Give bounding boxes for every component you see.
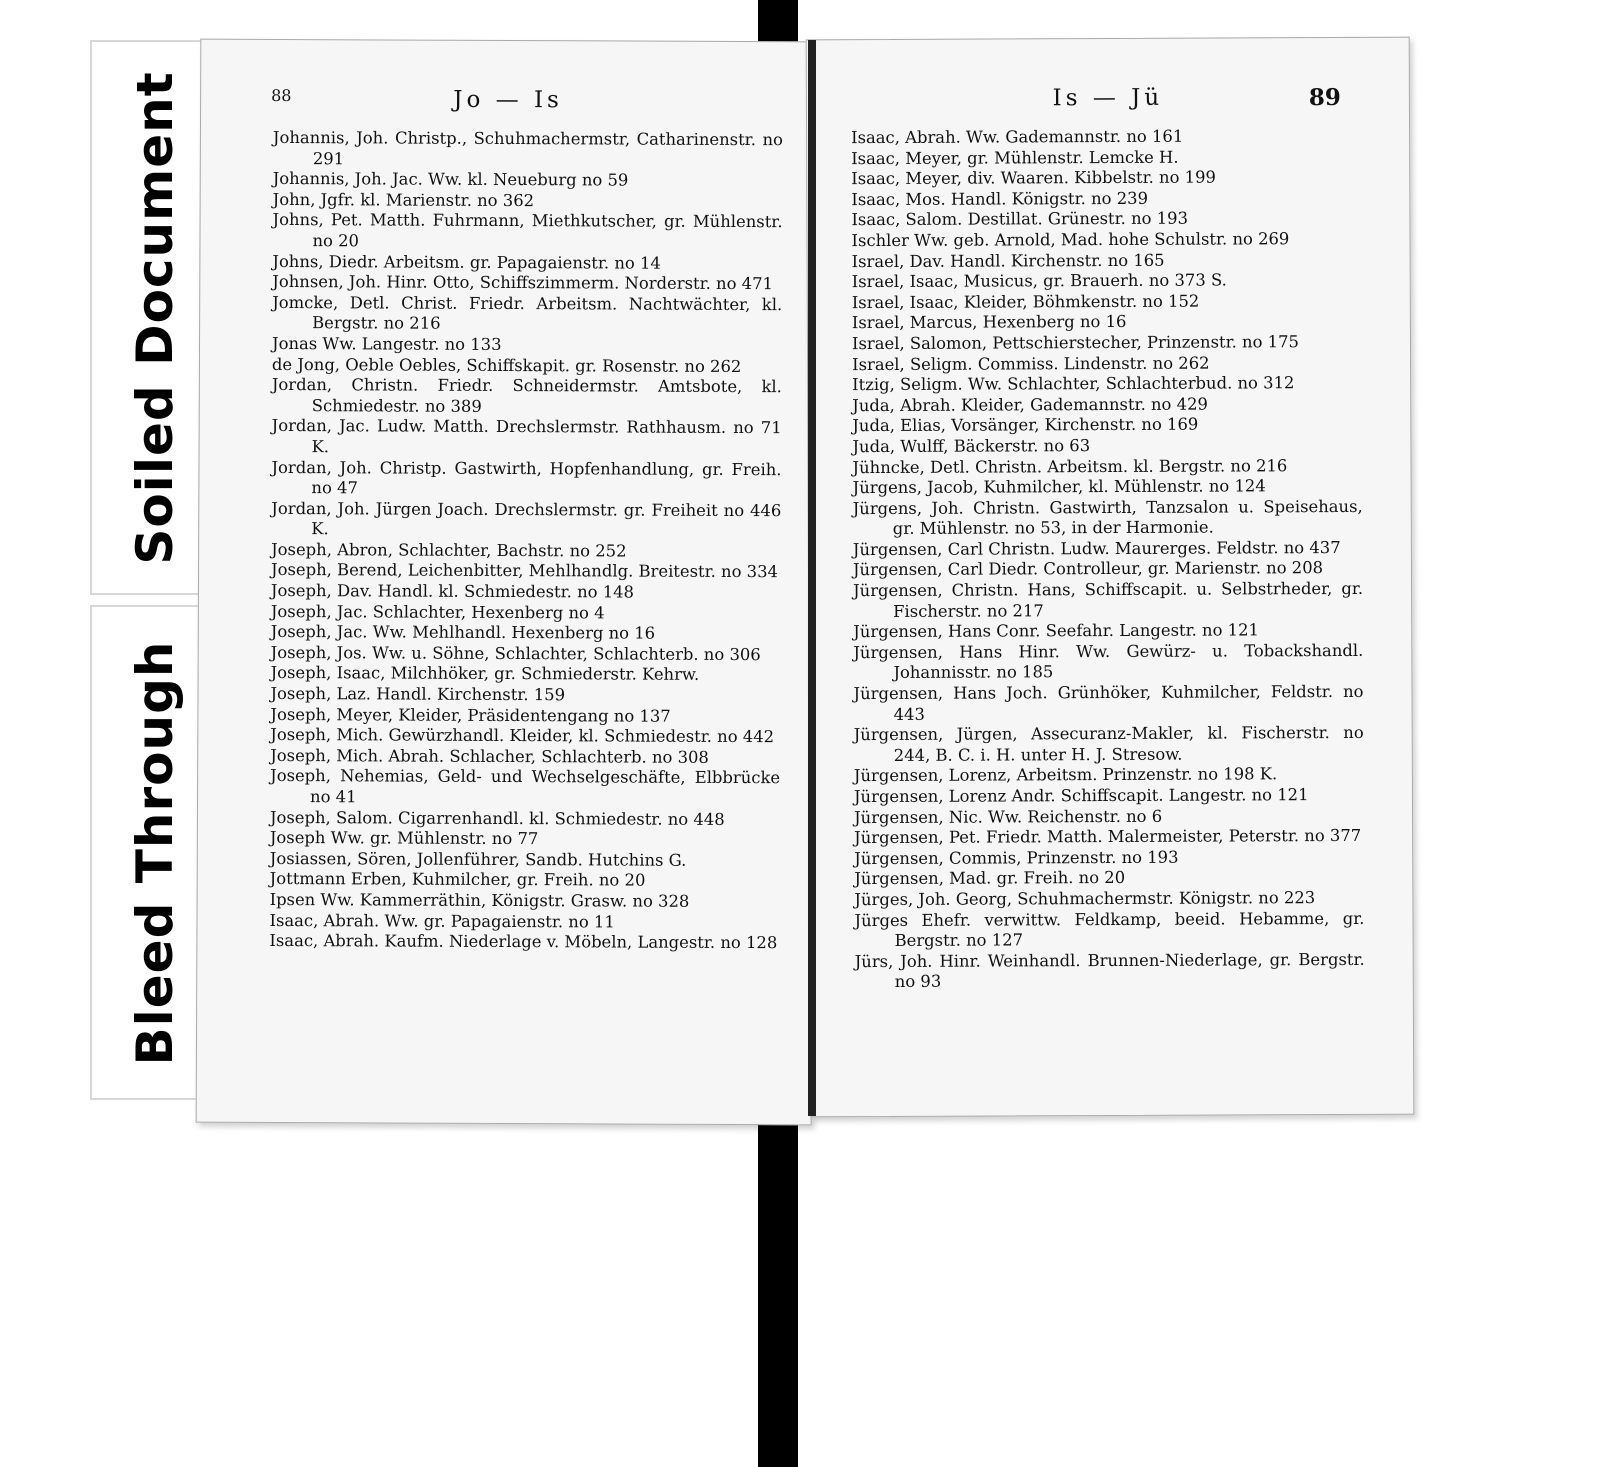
directory-entry: Itzig, Seligm. Ww. Schlachter, Schlachterbud. no 312 [852, 373, 1295, 395]
directory-entry: Jürgensen, Hans Joch. Grünhöker, Kuhmilcher, Feldstr. no 443 [853, 681, 1364, 724]
directory-entry: Jühncke, Detl. Christn. Arbeitsm. kl. Bergstr. no 216 [852, 455, 1288, 477]
directory-entry: Ischler Ww. geb. Arnold, Mad. hohe Schulstr. no 269 [851, 229, 1290, 251]
directory-entry: Joseph, Meyer, Kleider, Präsidentengang no 137 [270, 704, 671, 726]
directory-entry: Jürges Ehefr. verwittw. Feldkamp, beeid. Hebamme, gr. Bergstr. no 127 [854, 908, 1365, 951]
directory-entry: Jordan, Christn. Friedr. Schneidermstr. Amtsbote, kl. Schmiedestr. no 389 [271, 375, 782, 416]
page-gutter [808, 40, 816, 1116]
directory-entry: Joseph, Isaac, Milchhöker, gr. Schmiederstr. Kehrw. [270, 663, 700, 685]
directory-entry: Johannis, Joh. Jac. Ww. kl. Neueburg no 59 [272, 169, 629, 190]
directory-entries [269, 128, 783, 954]
directory-entry: Jürgensen, Hans Conr. Seefahr. Langestr. no 121 [853, 620, 1259, 642]
binding-spine-bottom [758, 1106, 798, 1467]
directory-entry: Isaac, Meyer, gr. Mühlenstr. Lemcke H. [851, 147, 1179, 168]
directory-entry: Johnsen, Joh. Hinr. Otto, Schiffszimmerm. Norderstr. no 471 [272, 272, 774, 294]
directory-entry: John, Jgfr. kl. Marienstr. no 362 [272, 189, 535, 210]
directory-entry: Jürgensen, Commis, Prinzenstr. no 193 [854, 847, 1179, 868]
directory-entry: Jürgensen, Nic. Ww. Reichenstr. no 6 [854, 806, 1163, 827]
directory-entry: Juda, Abrah. Kleider, Gademannstr. no 429 [852, 394, 1208, 415]
page-number: 88 [271, 85, 292, 106]
directory-entry: Joseph, Berend, Leichenbitter, Mehlhandlg. Breitestr. no 334 [271, 560, 779, 582]
directory-entry: Juda, Wulff, Bäckerstr. no 63 [852, 435, 1091, 457]
directory-entry: Jürgensen, Lorenz Andr. Schiffscapit. Langestr. no 121 [853, 785, 1309, 807]
directory-entry: Joseph, Salom. Cigarrenhandl. kl. Schmiedestr. no 448 [269, 807, 725, 829]
directory-entry: Joseph, Nehemias, Geld- und Wechselgeschäfte, Elbbrücke no 41 [270, 766, 781, 807]
directory-entry: Jottmann Erben, Kuhmilcher, gr. Freih. no 20 [269, 869, 646, 890]
directory-entry: Joseph, Jac. Schlachter, Hexenberg no 4 [270, 601, 605, 623]
directory-entry: Josiassen, Sören, Jollenführer, Sandb. Hutchins G. [269, 848, 687, 870]
page-number: 89 [1308, 83, 1341, 112]
directory-entry: Isaac, Abrah. Ww. Gademannstr. no 161 [851, 126, 1184, 148]
directory-entry: Isaac, Mos. Handl. Königstr. no 239 [851, 188, 1149, 209]
directory-entry: Isaac, Salom. Destillat. Grünestr. no 193 [851, 209, 1189, 230]
directory-entry: Jordan, Joh. Jürgen Joach. Drechslermstr. gr. Freiheit no 446 K. [271, 498, 782, 539]
directory-entry: Jürgensen, Lorenz, Arbeitsm. Prinzenstr. no 198 K. [853, 764, 1278, 786]
directory-entry: Ipsen Ww. Kammerräthin, Königstr. Grasw. no 328 [269, 889, 690, 911]
directory-entry: Joseph, Dav. Handl. kl. Schmiedestr. no 148 [270, 581, 635, 602]
directory-entry: Jürgensen, Carl Diedr. Controlleur, gr. Marienstr. no 208 [852, 558, 1324, 580]
directory-entry: Jürgensen, Hans Hinr. Ww. Gewürz- u. Tobackshandl. Johannisstr. no 185 [853, 640, 1364, 683]
directory-entry: Jürgensen, Christn. Hans, Schiffscapit. u. Selbstrheder, gr. Fischerstr. no 217 [853, 578, 1364, 621]
directory-entry: Johns, Diedr. Arbeitsm. gr. Papagaienstr. no 14 [272, 251, 661, 273]
directory-entry: Isaac, Abrah. Ww. gr. Papagaienstr. no 11 [269, 910, 615, 932]
directory-entry: Johannis, Joh. Christp., Schuhmachermstr, Catharinenstr. no 291 [272, 127, 783, 168]
directory-entry: Israel, Salomon, Pettschierstecher, Prinzenstr. no 175 [851, 332, 1299, 354]
directory-entry: Joseph, Laz. Handl. Kirchenstr. 159 [270, 684, 566, 705]
directory-entry: Jomcke, Detl. Christ. Friedr. Arbeitsm. Nachtwächter, kl. Bergstr. no 216 [272, 292, 783, 334]
right-page [806, 37, 1415, 1118]
bleed-through-label: Bleed Through [126, 640, 184, 1065]
directory-entry: Jürs, Joh. Hinr. Weinhandl. Brunnen-Niederlage, gr. Bergstr. no 93 [854, 949, 1365, 992]
binding-spine-top [758, 0, 798, 42]
directory-entry: Jordan, Jac. Ludw. Matth. Drechslermstr. Rathhausm. no 71 K. [271, 416, 782, 457]
directory-entry: Jürgensen, Jürgen, Assecuranz-Makler, kl. Fischerstr. no 244, B. C. i. H. unter H. J. Stresow. [853, 723, 1364, 765]
directory-entry: Jürgensen, Mad. gr. Freih. no 20 [854, 868, 1126, 889]
directory-entry: Joseph, Abron, Schlachter, Bachstr. no 252 [271, 539, 627, 561]
directory-entry: Johns, Pet. Matth. Fuhrmann, Miethkutscher, gr. Mühlenstr. no 20 [272, 210, 783, 251]
directory-entry: Joseph, Mich. Abrah. Schlacher, Schlachterb. no 308 [270, 745, 709, 767]
directory-entry: Israel, Isaac, Musicus, gr. Brauerh. no 373 S. [851, 270, 1227, 292]
directory-entry: de Jong, Oeble Oebles, Schiffskapit. gr. Rosenstr. no 262 [271, 354, 742, 376]
directory-entry: Israel, Marcus, Hexenberg no 16 [851, 312, 1127, 333]
directory-entry: Joseph, Jos. Ww. u. Söhne, Schlachter, Schlachterb. no 306 [270, 642, 761, 664]
directory-entry: Israel, Isaac, Kleider, Böhmkenstr. no 152 [851, 291, 1200, 312]
directory-entry: Jürgensen, Carl Christn. Ludw. Maurerges. Feldstr. no 437 [852, 537, 1341, 559]
directory-entry: Jürgens, Jacob, Kuhmilcher, kl. Mühlenstr. no 124 [852, 476, 1266, 498]
directory-entry: Joseph, Mich. Gewürzhandl. Kleider, kl. Schmiedestr. no 442 [270, 725, 775, 747]
directory-entry: Jürgens, Joh. Christn. Gastwirth, Tanzsalon u. Speisehaus, gr. Mühlenstr. no 53, in der Harmonie. [852, 496, 1363, 539]
left-page [196, 39, 817, 1126]
directory-entry: Joseph Ww. gr. Mühlenstr. no 77 [269, 828, 539, 849]
directory-entry: Juda, Elias, Vorsänger, Kirchenstr. no 169 [852, 414, 1199, 436]
directory-entry: Jürgensen, Pet. Friedr. Matth. Malermeister, Peterstr. no 377 [854, 826, 1362, 848]
directory-entry: Jordan, Joh. Christp. Gastwirth, Hopfenhandlung, gr. Freih. no 47 [271, 457, 782, 498]
soiled-document-label: Soiled Document [126, 70, 184, 565]
directory-entry: Israel, Dav. Handl. Kirchenstr. no 165 [851, 250, 1165, 271]
running-head: Is — Jü [1052, 84, 1164, 112]
directory-entry: Jürges, Joh. Georg, Schuhmachermstr. Königstr. no 223 [854, 888, 1316, 910]
running-head: Jo — Is [453, 86, 563, 114]
directory-entry: Israel, Seligm. Commiss. Lindenstr. no 262 [852, 353, 1210, 374]
directory-entry: Isaac, Meyer, div. Waaren. Kibbelstr. no 199 [851, 167, 1216, 189]
directory-entry: Joseph, Jac. Ww. Mehlhandl. Hexenberg no 16 [270, 622, 656, 643]
directory-entry: Isaac, Abrah. Kaufm. Niederlage v. Möbeln, Langestr. no 128 [269, 931, 778, 953]
directory-entries [851, 126, 1365, 993]
directory-entry: Jonas Ww. Langestr. no 133 [271, 333, 502, 354]
